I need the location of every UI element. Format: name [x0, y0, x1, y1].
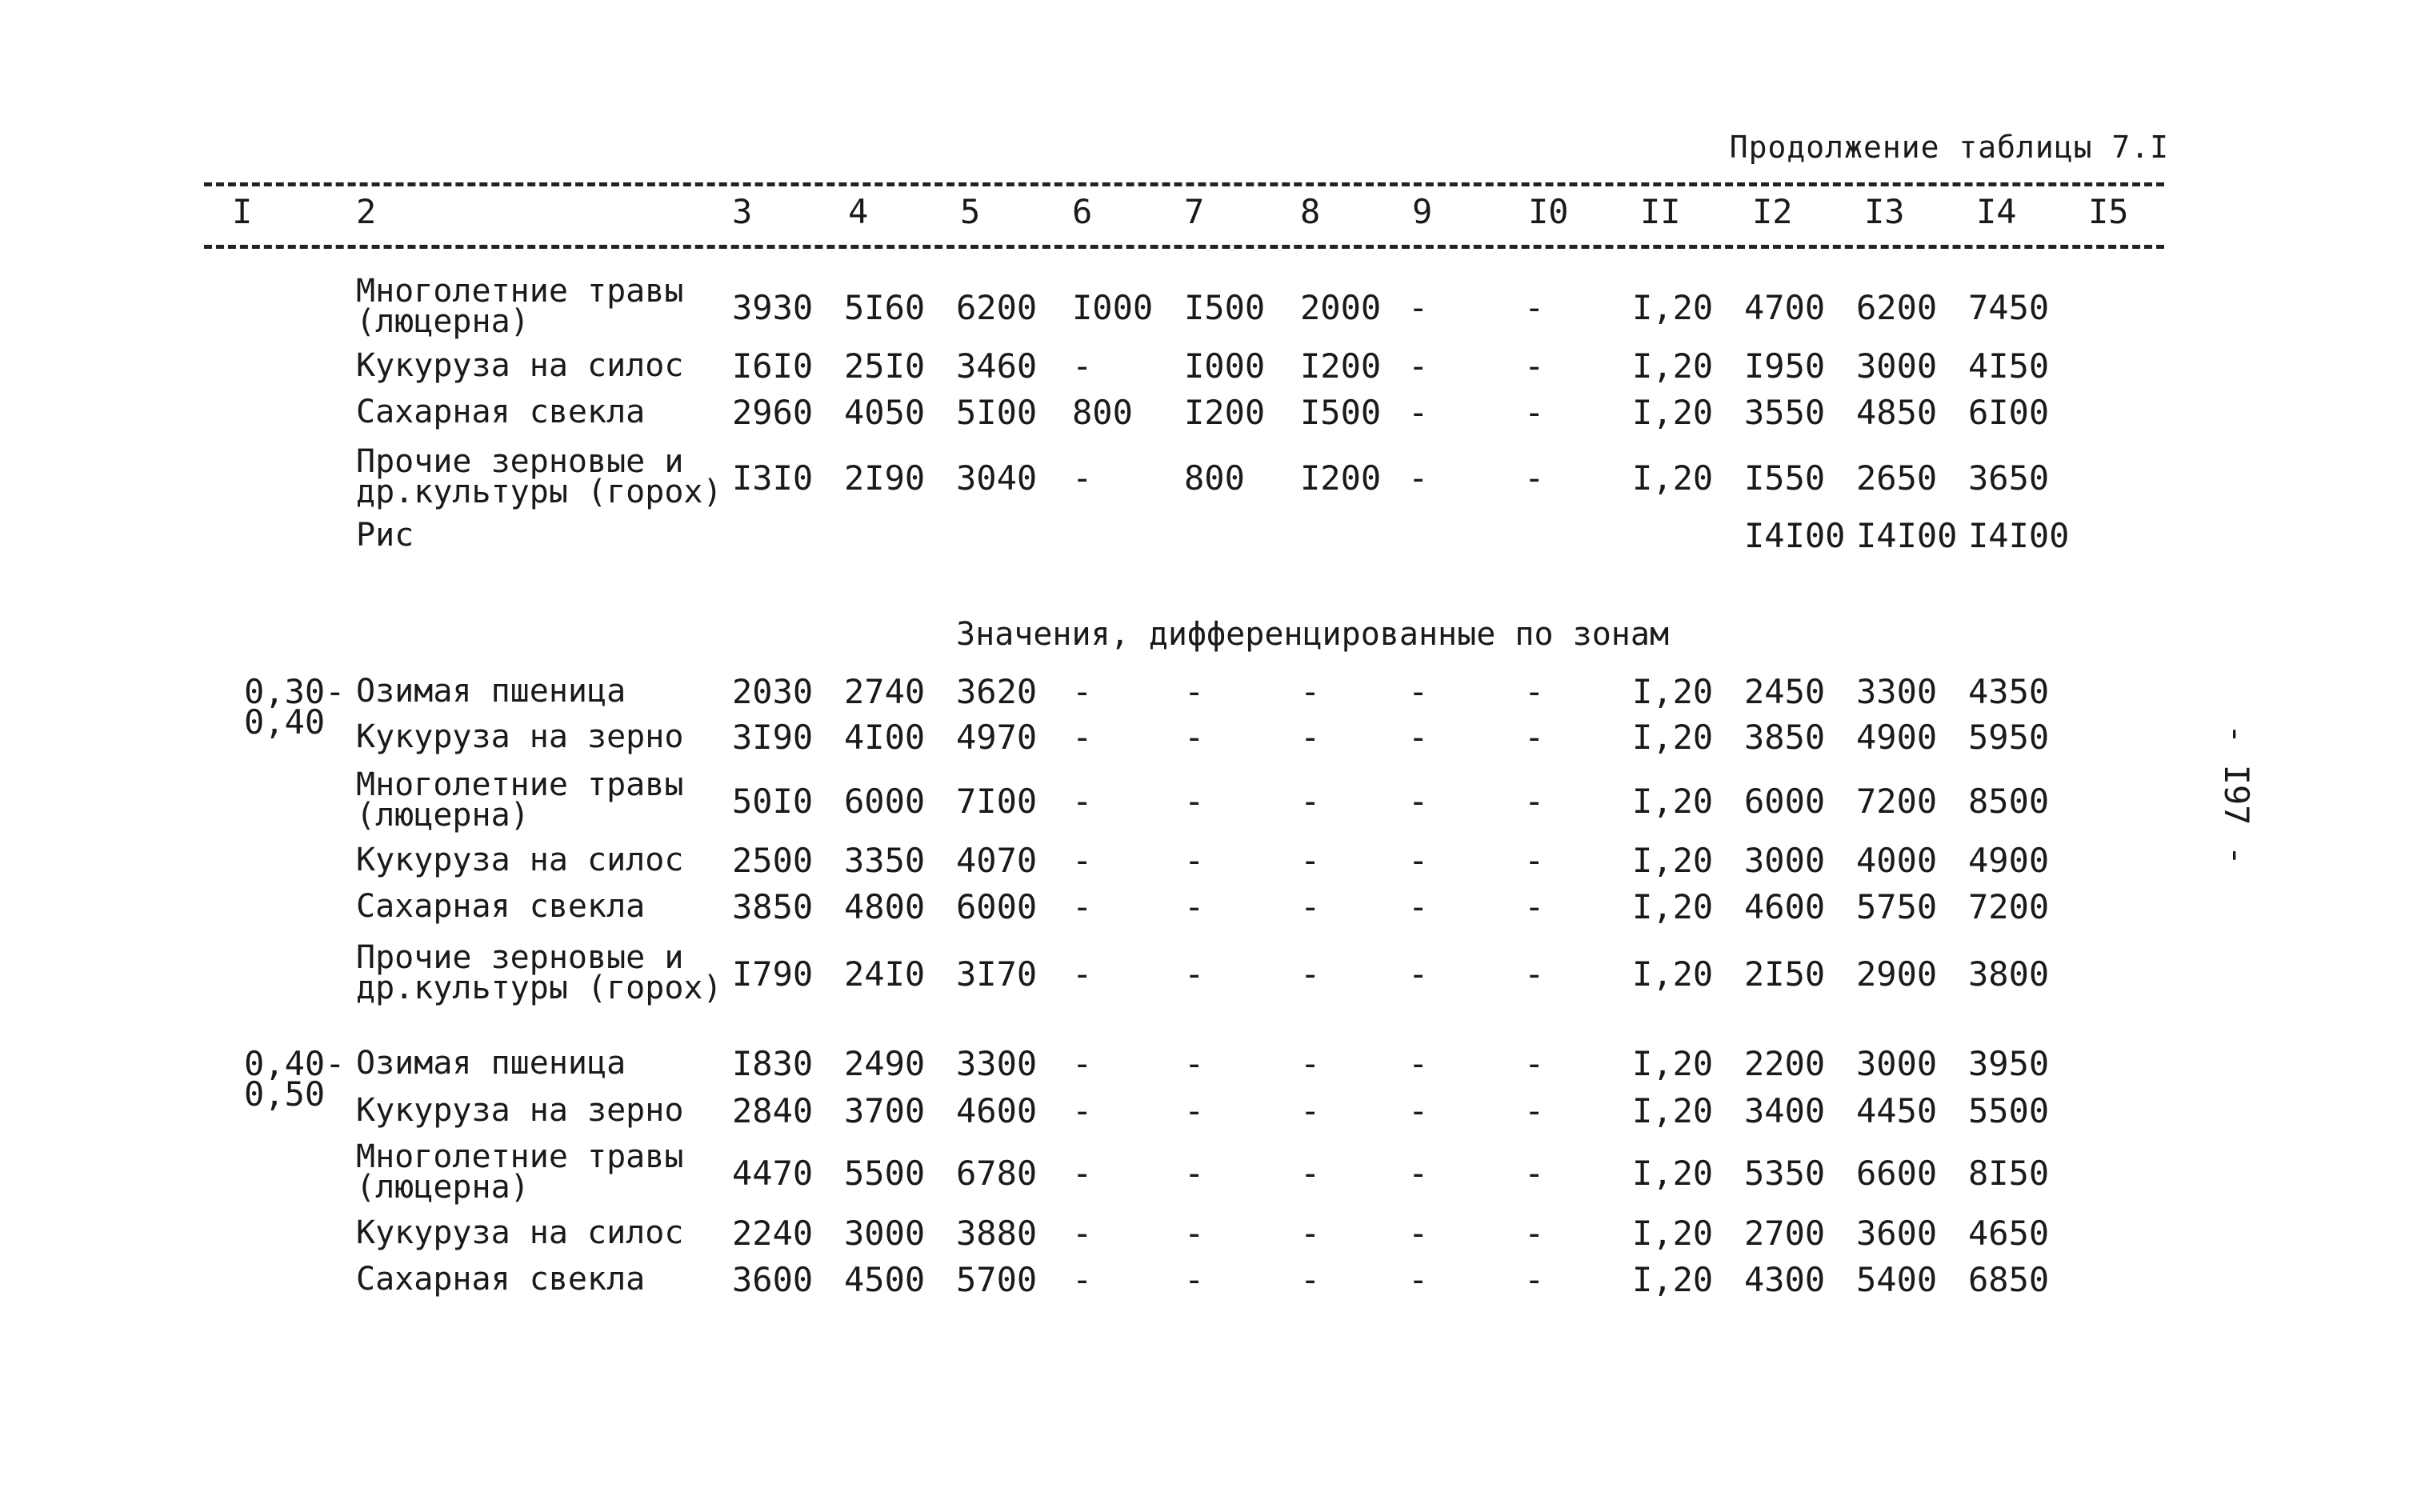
value-cell: 5700	[956, 1260, 1038, 1299]
value-cell: -	[1408, 954, 1429, 994]
value-cell: -	[1408, 782, 1429, 821]
value-cell: 4650	[1968, 1214, 2050, 1253]
crop-name: Кукуруза на зерно	[356, 1092, 684, 1129]
zone-label: 0,40	[244, 702, 326, 742]
value-cell: -	[1072, 1091, 1093, 1130]
value-cell: -	[1300, 1260, 1321, 1299]
value-cell: -	[1072, 782, 1093, 821]
value-cell: -	[1184, 672, 1205, 711]
value-cell: 2I90	[844, 458, 926, 498]
value-cell: 3600	[732, 1260, 814, 1299]
value-cell: -	[1184, 841, 1205, 880]
value-cell: -	[1524, 346, 1545, 386]
value-cell: -	[1184, 718, 1205, 757]
value-cell: 8I50	[1968, 1154, 2050, 1193]
value-cell: I,20	[1632, 458, 1714, 498]
value-cell: 2240	[732, 1214, 814, 1253]
value-cell: -	[1072, 841, 1093, 880]
value-cell: 4600	[956, 1091, 1038, 1130]
value-cell: -	[1184, 954, 1205, 994]
value-cell: -	[1184, 1091, 1205, 1130]
value-cell: 3300	[956, 1044, 1038, 1083]
value-cell: -	[1184, 1260, 1205, 1299]
value-cell: 2650	[1856, 458, 1938, 498]
value-cell: 7I00	[956, 782, 1038, 821]
value-cell: I200	[1184, 393, 1266, 432]
value-cell: 3700	[844, 1091, 926, 1130]
value-cell: I,20	[1632, 346, 1714, 386]
value-cell: 4700	[1744, 288, 1826, 327]
crop-name: Озимая пшеница	[356, 1045, 626, 1082]
value-cell: 2700	[1744, 1214, 1826, 1253]
crop-name: (люцерна)	[356, 303, 530, 340]
value-cell: 3I70	[956, 954, 1038, 994]
value-cell: -	[1072, 1260, 1093, 1299]
value-cell: 7450	[1968, 288, 2050, 327]
value-cell: 4500	[844, 1260, 926, 1299]
value-cell: -	[1184, 1154, 1205, 1193]
value-cell: -	[1524, 1214, 1545, 1253]
value-cell: -	[1524, 1091, 1545, 1130]
value-cell: -	[1072, 1214, 1093, 1253]
value-cell: -	[1524, 458, 1545, 498]
value-cell: I,20	[1632, 887, 1714, 926]
value-cell: 3000	[1856, 1044, 1938, 1083]
value-cell: 3460	[956, 346, 1038, 386]
value-cell: I,20	[1632, 718, 1714, 757]
column-header: II	[1640, 192, 1681, 231]
value-cell: 800	[1072, 393, 1133, 432]
value-cell: -	[1300, 782, 1321, 821]
value-cell: 5950	[1968, 718, 2050, 757]
value-cell: I4I00	[1856, 516, 1958, 555]
value-cell: -	[1072, 887, 1093, 926]
value-cell: I000	[1072, 288, 1154, 327]
value-cell: -	[1184, 887, 1205, 926]
value-cell: 4850	[1856, 393, 1938, 432]
value-cell: -	[1408, 393, 1429, 432]
value-cell: 4I50	[1968, 346, 2050, 386]
value-cell: 6000	[1744, 782, 1826, 821]
value-cell: 3800	[1968, 954, 2050, 994]
value-cell: -	[1300, 887, 1321, 926]
value-cell: 2500	[732, 841, 814, 880]
value-cell: 3600	[1856, 1214, 1938, 1253]
value-cell: -	[1408, 672, 1429, 711]
value-cell: I950	[1744, 346, 1826, 386]
value-cell: 4470	[732, 1154, 814, 1193]
value-cell: 5I00	[956, 393, 1038, 432]
value-cell: -	[1300, 1044, 1321, 1083]
value-cell: 5750	[1856, 887, 1938, 926]
value-cell: -	[1408, 1260, 1429, 1299]
value-cell: 800	[1184, 458, 1245, 498]
value-cell: I830	[732, 1044, 814, 1083]
value-cell: I4I00	[1968, 516, 2070, 555]
value-cell: 3000	[844, 1214, 926, 1253]
value-cell: -	[1072, 1044, 1093, 1083]
zone-label: 0,40-	[244, 1044, 346, 1083]
value-cell: 5I60	[844, 288, 926, 327]
value-cell: 3350	[844, 841, 926, 880]
value-cell: I500	[1300, 393, 1382, 432]
value-cell: -	[1524, 288, 1545, 327]
value-cell: 4970	[956, 718, 1038, 757]
value-cell: 2740	[844, 672, 926, 711]
value-cell: I000	[1184, 346, 1266, 386]
value-cell: I3I0	[732, 458, 814, 498]
value-cell: 2200	[1744, 1044, 1826, 1083]
value-cell: 4I00	[844, 718, 926, 757]
value-cell: 7200	[1856, 782, 1938, 821]
value-cell: 5350	[1744, 1154, 1826, 1193]
value-cell: 6200	[956, 288, 1038, 327]
value-cell: 4350	[1968, 672, 2050, 711]
crop-name: Многолетние травы	[356, 1138, 684, 1175]
page-number: - I97 -	[2217, 724, 2256, 866]
value-cell: 3000	[1856, 346, 1938, 386]
value-cell: 2900	[1856, 954, 1938, 994]
value-cell: -	[1524, 887, 1545, 926]
value-cell: I500	[1184, 288, 1266, 327]
value-cell: 6I00	[1968, 393, 2050, 432]
value-cell: I4I00	[1744, 516, 1846, 555]
value-cell: 2I50	[1744, 954, 1826, 994]
value-cell: 6000	[956, 887, 1038, 926]
value-cell: I,20	[1632, 1091, 1714, 1130]
value-cell: 4900	[1856, 718, 1938, 757]
value-cell: -	[1408, 288, 1429, 327]
value-cell: I,20	[1632, 1214, 1714, 1253]
value-cell: 3300	[1856, 672, 1938, 711]
value-cell: 5500	[844, 1154, 926, 1193]
value-cell: -	[1524, 782, 1545, 821]
column-header: 4	[848, 192, 869, 231]
value-cell: I,20	[1632, 1044, 1714, 1083]
column-header: 8	[1300, 192, 1321, 231]
value-cell: -	[1408, 458, 1429, 498]
value-cell: -	[1300, 718, 1321, 757]
value-cell: -	[1072, 1154, 1093, 1193]
value-cell: I,20	[1632, 954, 1714, 994]
value-cell: -	[1072, 346, 1093, 386]
crop-name: Сахарная свекла	[356, 888, 646, 925]
value-cell: 24I0	[844, 954, 926, 994]
column-header: 5	[960, 192, 981, 231]
crop-name: Прочие зерновые и	[356, 939, 684, 976]
value-cell: I,20	[1632, 1260, 1714, 1299]
value-cell: -	[1524, 841, 1545, 880]
value-cell: 3550	[1744, 393, 1826, 432]
value-cell: 3000	[1744, 841, 1826, 880]
value-cell: 6200	[1856, 288, 1938, 327]
value-cell: 3950	[1968, 1044, 2050, 1083]
header-bottom-rule	[204, 245, 2164, 249]
value-cell: -	[1072, 718, 1093, 757]
value-cell: 6850	[1968, 1260, 2050, 1299]
value-cell: 5400	[1856, 1260, 1938, 1299]
value-cell: 4450	[1856, 1091, 1938, 1130]
crop-name: Многолетние травы	[356, 766, 684, 803]
value-cell: 2450	[1744, 672, 1826, 711]
value-cell: -	[1300, 841, 1321, 880]
value-cell: 4300	[1744, 1260, 1826, 1299]
value-cell: -	[1524, 1044, 1545, 1083]
value-cell: 4800	[844, 887, 926, 926]
value-cell: -	[1524, 672, 1545, 711]
value-cell: -	[1408, 1214, 1429, 1253]
value-cell: -	[1184, 782, 1205, 821]
column-header: I4	[1976, 192, 2017, 231]
value-cell: I,20	[1632, 782, 1714, 821]
crop-name: Кукуруза на силос	[356, 347, 684, 384]
value-cell: 3I90	[732, 718, 814, 757]
value-cell: -	[1524, 954, 1545, 994]
value-cell: -	[1408, 718, 1429, 757]
value-cell: -	[1300, 954, 1321, 994]
value-cell: 2030	[732, 672, 814, 711]
value-cell: -	[1184, 1214, 1205, 1253]
value-cell: I,20	[1632, 841, 1714, 880]
value-cell: 3400	[1744, 1091, 1826, 1130]
value-cell: 2840	[732, 1091, 814, 1130]
value-cell: I550	[1744, 458, 1826, 498]
column-header: 2	[356, 192, 377, 231]
table-caption: Продолжение таблицы 7.I	[1729, 130, 2169, 165]
value-cell: 4000	[1856, 841, 1938, 880]
value-cell: -	[1408, 887, 1429, 926]
value-cell: -	[1408, 1091, 1429, 1130]
crop-name: Сахарная свекла	[356, 394, 646, 430]
value-cell: I790	[732, 954, 814, 994]
zone-label: 0,50	[244, 1074, 326, 1114]
value-cell: -	[1300, 1214, 1321, 1253]
crop-name: Кукуруза на силос	[356, 1214, 684, 1251]
value-cell: 4070	[956, 841, 1038, 880]
value-cell: 3930	[732, 288, 814, 327]
zone-label: 0,30-	[244, 672, 346, 711]
value-cell: -	[1524, 718, 1545, 757]
column-header: I	[232, 192, 253, 231]
value-cell: 6600	[1856, 1154, 1938, 1193]
value-cell: -	[1184, 1044, 1205, 1083]
value-cell: 4900	[1968, 841, 2050, 880]
value-cell: I,20	[1632, 393, 1714, 432]
crop-name: Прочие зерновые и	[356, 443, 684, 480]
value-cell: I,20	[1632, 288, 1714, 327]
crop-name: Многолетние травы	[356, 273, 684, 310]
value-cell: I200	[1300, 346, 1382, 386]
value-cell: 6780	[956, 1154, 1038, 1193]
value-cell: -	[1072, 954, 1093, 994]
value-cell: -	[1300, 672, 1321, 711]
value-cell: 2490	[844, 1044, 926, 1083]
value-cell: -	[1408, 1154, 1429, 1193]
column-header: 3	[732, 192, 753, 231]
value-cell: -	[1072, 458, 1093, 498]
column-header: I5	[2088, 192, 2129, 231]
value-cell: 50I0	[732, 782, 814, 821]
crop-name: (люцерна)	[356, 797, 530, 834]
value-cell: 6000	[844, 782, 926, 821]
value-cell: 3880	[956, 1214, 1038, 1253]
value-cell: 3650	[1968, 458, 2050, 498]
zone-section-title: Значения, дифференцированные по зонам	[956, 616, 1670, 653]
value-cell: I200	[1300, 458, 1382, 498]
value-cell: 25I0	[844, 346, 926, 386]
value-cell: -	[1524, 1154, 1545, 1193]
column-header: I2	[1752, 192, 1793, 231]
crop-name: Озимая пшеница	[356, 673, 626, 710]
value-cell: -	[1408, 841, 1429, 880]
value-cell: 3850	[1744, 718, 1826, 757]
value-cell: -	[1300, 1091, 1321, 1130]
value-cell: -	[1408, 1044, 1429, 1083]
value-cell: 3040	[956, 458, 1038, 498]
value-cell: 4600	[1744, 887, 1826, 926]
value-cell: 3620	[956, 672, 1038, 711]
column-header: I3	[1864, 192, 1905, 231]
crop-name: Сахарная свекла	[356, 1261, 646, 1298]
column-header: 7	[1184, 192, 1205, 231]
value-cell: -	[1072, 672, 1093, 711]
value-cell: 5500	[1968, 1091, 2050, 1130]
value-cell: 2960	[732, 393, 814, 432]
column-header: 9	[1412, 192, 1433, 231]
crop-name: др.культуры (горох)	[356, 970, 722, 1006]
crop-name: (люцерна)	[356, 1169, 530, 1206]
value-cell: I6I0	[732, 346, 814, 386]
value-cell: 2000	[1300, 288, 1382, 327]
value-cell: -	[1300, 1154, 1321, 1193]
value-cell: 4050	[844, 393, 926, 432]
value-cell: -	[1408, 346, 1429, 386]
value-cell: 8500	[1968, 782, 2050, 821]
column-header: I0	[1528, 192, 1569, 231]
crop-name: др.культуры (горох)	[356, 474, 722, 510]
crop-name: Кукуруза на силос	[356, 842, 684, 878]
column-header: 6	[1072, 192, 1093, 231]
crop-name: Кукуруза на зерно	[356, 718, 684, 755]
header-top-rule	[204, 182, 2164, 186]
value-cell: -	[1524, 1260, 1545, 1299]
value-cell: I,20	[1632, 672, 1714, 711]
value-cell: -	[1524, 393, 1545, 432]
value-cell: 3850	[732, 887, 814, 926]
value-cell: I,20	[1632, 1154, 1714, 1193]
value-cell: 7200	[1968, 887, 2050, 926]
crop-name: Рис	[356, 517, 414, 554]
